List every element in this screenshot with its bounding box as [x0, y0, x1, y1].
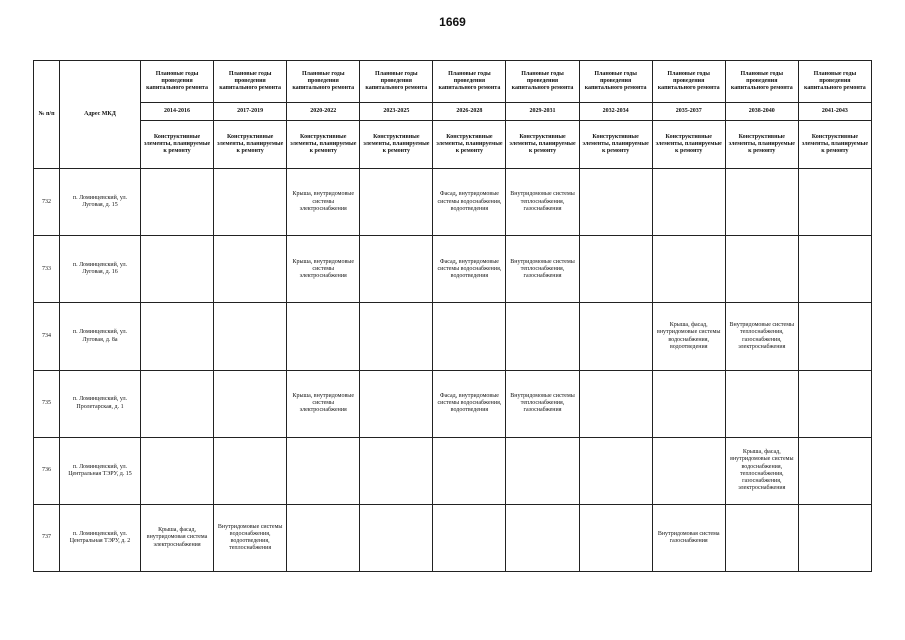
repair-cell: [798, 437, 871, 504]
period-years: 2026-2028: [433, 103, 506, 121]
repair-cell: [214, 370, 287, 437]
period-sub: Конструктивные элементы, планируемые к ремонту: [141, 121, 214, 169]
period-sub: Конструктивные элементы, планируемые к ремонту: [506, 121, 579, 169]
row-number: 733: [34, 236, 60, 303]
repair-cell: [360, 504, 433, 571]
period-title: Плановые годы проведения капитального ремонта: [433, 61, 506, 103]
repair-cell: [141, 236, 214, 303]
repair-cell: [579, 169, 652, 236]
row-address: п. Ломинцевский, ул. Пролетарская, д. 1: [60, 370, 141, 437]
period-title: Плановые годы проведения капитального ремонта: [141, 61, 214, 103]
repair-cell: [652, 370, 725, 437]
table-row: [34, 437, 872, 504]
period-years: 2023-2025: [360, 103, 433, 121]
repair-cell: Фасад, внутридомовые системы водоснабжения, водоотведения: [433, 370, 506, 437]
repair-cell: [652, 437, 725, 504]
repair-cell: [360, 437, 433, 504]
table-row: [34, 303, 872, 370]
row-address: п. Ломинцевский, ул. Центральная ТЭРУ, д. 2: [60, 504, 141, 571]
repair-cell: Крыша, фасад, внутридомовая система электроснабжения: [141, 504, 214, 571]
row-number: 735: [34, 370, 60, 437]
repair-cell: [506, 303, 579, 370]
repair-cell: [725, 504, 798, 571]
capital-repair-table: [33, 60, 872, 572]
table-row: [34, 236, 872, 303]
repair-cell: [141, 169, 214, 236]
repair-cell: [506, 437, 579, 504]
table-row: [34, 504, 872, 571]
table-row: [34, 169, 872, 236]
repair-cell: Крыша, фасад, внутридомовые системы водоснабжения, теплоснабжения, газоснабжения, электроснабжения: [725, 437, 798, 504]
repair-cell: [141, 437, 214, 504]
repair-cell: [287, 303, 360, 370]
row-address: п. Ломинцевский, ул. Центральная ТЭРУ, д. 15: [60, 437, 141, 504]
repair-cell: Внутридомовые системы теплоснабжения, газоснабжения: [506, 370, 579, 437]
row-address: п. Ломинцевский, ул. Луговая, д. 8а: [60, 303, 141, 370]
repair-cell: [579, 370, 652, 437]
period-title: Плановые годы проведения капитального ремонта: [214, 61, 287, 103]
period-years: 2038-2040: [725, 103, 798, 121]
period-title: Плановые годы проведения капитального ремонта: [798, 61, 871, 103]
repair-cell: [433, 437, 506, 504]
repair-cell: [214, 169, 287, 236]
period-title: Плановые годы проведения капитального ремонта: [579, 61, 652, 103]
repair-cell: [360, 303, 433, 370]
repair-cell: [798, 236, 871, 303]
repair-cell: [798, 303, 871, 370]
table-row: [34, 370, 872, 437]
repair-cell: [798, 370, 871, 437]
repair-cell: [579, 303, 652, 370]
repair-cell: Крыша, фасад, внутридомовые системы водоснабжения, водоотведения: [652, 303, 725, 370]
row-number: 732: [34, 169, 60, 236]
period-sub: Конструктивные элементы, планируемые к ремонту: [214, 121, 287, 169]
header-row-titles: [34, 61, 872, 103]
repair-cell: [214, 236, 287, 303]
repair-cell: [652, 169, 725, 236]
repair-cell: [433, 303, 506, 370]
period-title: Плановые годы проведения капитального ремонта: [506, 61, 579, 103]
page-number: 1669: [439, 15, 466, 29]
repair-cell: [798, 504, 871, 571]
period-sub: Конструктивные элементы, планируемые к ремонту: [433, 121, 506, 169]
row-number: 736: [34, 437, 60, 504]
repair-cell: [652, 236, 725, 303]
repair-cell: [360, 370, 433, 437]
repair-cell: [360, 169, 433, 236]
period-title: Плановые годы проведения капитального ремонта: [652, 61, 725, 103]
row-address: п. Ломинцевский, ул. Луговая, д. 16: [60, 236, 141, 303]
period-title: Плановые годы проведения капитального ремонта: [360, 61, 433, 103]
repair-cell: [141, 303, 214, 370]
repair-cell: [798, 169, 871, 236]
repair-cell: Внутридомовые системы водоснабжения, водоотведения, теплоснабжения: [214, 504, 287, 571]
repair-cell: Внутридомовые системы теплоснабжения, газоснабжения: [506, 236, 579, 303]
period-years: 2041-2043: [798, 103, 871, 121]
period-sub: Конструктивные элементы, планируемые к ремонту: [360, 121, 433, 169]
repair-cell: Фасад, внутридомовые системы водоснабжения, водоотведения: [433, 169, 506, 236]
repair-cell: Крыша, внутридомовые системы электроснабжения: [287, 370, 360, 437]
repair-cell: [360, 236, 433, 303]
repair-cell: [141, 370, 214, 437]
period-sub: Конструктивные элементы, планируемые к ремонту: [798, 121, 871, 169]
row-number: 734: [34, 303, 60, 370]
period-title: Плановые годы проведения капитального ремонта: [725, 61, 798, 103]
period-years: 2032-2034: [579, 103, 652, 121]
period-years: 2020-2022: [287, 103, 360, 121]
period-years: 2014-2016: [141, 103, 214, 121]
repair-cell: [579, 236, 652, 303]
period-sub: Конструктивные элементы, планируемые к ремонту: [652, 121, 725, 169]
repair-cell: [725, 236, 798, 303]
repair-cell: [506, 504, 579, 571]
header-col-address: Адрес МКД: [60, 61, 141, 169]
repair-cell: Внутридомовые системы теплоснабжения, газоснабжения, электроснабжения: [725, 303, 798, 370]
repair-cell: Крыша, внутридомовые системы электроснабжения: [287, 169, 360, 236]
period-sub: Конструктивные элементы, планируемые к ремонту: [287, 121, 360, 169]
period-sub: Конструктивные элементы, планируемые к ремонту: [725, 121, 798, 169]
period-title: Плановые годы проведения капитального ремонта: [287, 61, 360, 103]
repair-cell: [579, 437, 652, 504]
repair-cell: [579, 504, 652, 571]
period-years: 2029-2031: [506, 103, 579, 121]
repair-cell: [725, 169, 798, 236]
repair-cell: Внутридомовая система газоснабжения: [652, 504, 725, 571]
row-address: п. Ломинцевский, ул. Луговая, д. 15: [60, 169, 141, 236]
repair-cell: Фасад, внутридомовые системы водоснабжения, водоотведения: [433, 236, 506, 303]
repair-cell: Крыша, внутридомовые системы электроснабжения: [287, 236, 360, 303]
header-col-num: № п/п: [34, 61, 60, 169]
repair-cell: [214, 437, 287, 504]
repair-cell: [287, 504, 360, 571]
repair-cell: [725, 370, 798, 437]
header-row-years: [34, 103, 872, 121]
repair-cell: [214, 303, 287, 370]
repair-cell: Внутридомовые системы теплоснабжения, газоснабжения: [506, 169, 579, 236]
period-sub: Конструктивные элементы, планируемые к ремонту: [579, 121, 652, 169]
repair-cell: [433, 504, 506, 571]
period-years: 2017-2019: [214, 103, 287, 121]
period-years: 2035-2037: [652, 103, 725, 121]
row-number: 737: [34, 504, 60, 571]
repair-cell: [287, 437, 360, 504]
header-row-sub: [34, 121, 872, 169]
